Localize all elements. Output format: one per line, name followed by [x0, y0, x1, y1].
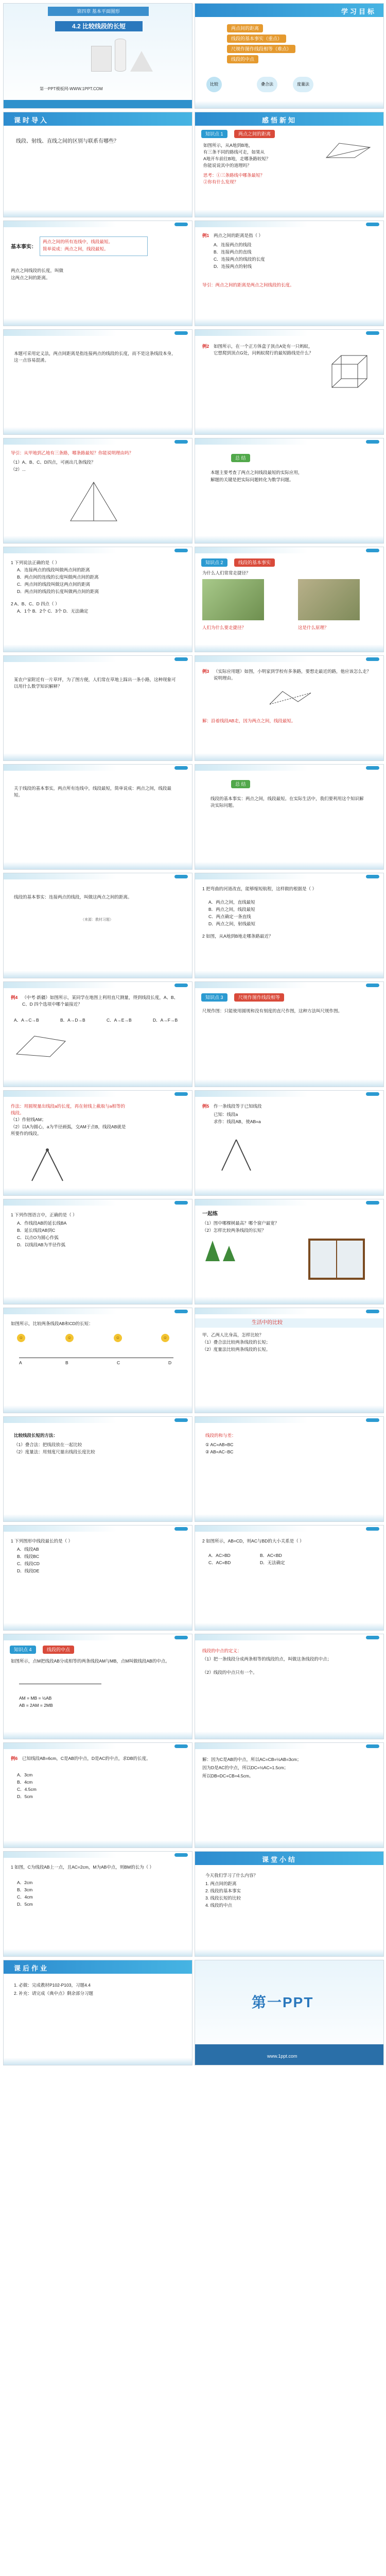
3d-shapes-illustration [86, 36, 168, 81]
guide-3: （2）... [11, 467, 26, 472]
together-title: 一起练 [202, 1211, 218, 1217]
practice-a: A．连接两点的线段叫做两点间的距离 [17, 567, 90, 572]
k3-text: 尺规作图：只能使用圆规和没有刻度的直尺作图，这种方法叫尺规作图。 [202, 1008, 343, 1013]
p2-a: A．两点之间，直线最短 [208, 900, 255, 905]
fact-text: 关于线段的基本事实，两点所有连线中，线段最短，简单说成：两点之间，线段最短。 [14, 786, 172, 798]
note-2-source: （来源：教材习题） [81, 918, 113, 922]
sol-3: 所以DB=DC+CB=4.5cm。 [202, 1773, 254, 1778]
smiley-3-icon: ☺ [114, 1334, 122, 1342]
p5-a: A．AC>BD [208, 1553, 231, 1558]
example-text: （中考·新疆）如图所示，某同学在地图上利用直尺测量，得到线段长度，A、B、C、D 四个选项中哪个最接近？ [22, 995, 179, 1007]
slide-knowledge-1[interactable] [195, 112, 384, 217]
summary-text: 线段的基本事实：两点之间，线段最短。在实际生活中，我们要利用这个知识解决实际问题。 [210, 796, 364, 808]
slide-guide[interactable] [3, 438, 192, 544]
hw-1: 1. 必做：完成教材P102-P103，习题4.4 [14, 1982, 91, 1988]
practice-d: D．两点间的线段的长度叫做两点间的距离 [17, 589, 99, 594]
slide-example-1[interactable] [195, 221, 384, 326]
option-c: C．连接两点的线段的长度 [214, 257, 265, 262]
chart-node-1: 比较 [206, 77, 222, 92]
slide-note[interactable] [3, 329, 192, 435]
chapter-title: 第四章 基本平面图形 [48, 7, 149, 16]
cs-2: 2. 线段的基本事实 [205, 1888, 241, 1893]
example-answer: 解：沿着线段AB走，因为两点之间，线段最短。 [202, 718, 296, 723]
slide-homework[interactable] [3, 1960, 192, 2065]
life-2: （1）叠合法比较两条线段的长短； [202, 1340, 271, 1345]
slide-practice-4[interactable] [3, 1525, 192, 1631]
mid-title: 线段的中点的定义： [202, 1648, 242, 1653]
summary-1: 本题主要考查了两点之间线段最短的实际应用， [210, 470, 303, 475]
end-logo: 第一PPT [252, 1994, 314, 2010]
slide-practice-5[interactable] [195, 1525, 384, 1631]
example-answer: 导引：两点之间的距离是两点之间线段的长度。 [202, 282, 294, 287]
ex5-title: 作一条线段等于已知线段 [214, 1104, 262, 1109]
option-b: B．连接两点的直线 [214, 249, 252, 255]
ex6-d: D．5cm [17, 1794, 33, 1799]
line-5: 思考：①三条路线中哪条最短？ [203, 173, 265, 178]
construct-3: （2）以A为圆心，a为半径画弧，交AM于点B，线段AB就是所要作的线段。 [11, 1124, 126, 1136]
practice-b: B．两点间的连线的长度叫做两点间的距离 [17, 574, 99, 580]
p4-d: D．线段DE [17, 1568, 40, 1573]
k2-tag-text: 线段的基本事实 [234, 558, 275, 567]
goals-title: 学习目标 [341, 8, 376, 15]
class-summary-title: 课堂小结 [262, 1856, 297, 1863]
slide-example-2[interactable] [195, 329, 384, 435]
label-b: B [65, 1360, 68, 1365]
chart-node-2: 叠合法 [257, 77, 277, 92]
slide-practice-3[interactable] [3, 1199, 192, 1304]
slide-construction[interactable] [3, 1090, 192, 1196]
sum-title: 线段的和与差： [205, 1433, 236, 1438]
example-text: 如图所示，在一个正方体盒子顶点A处有一只蚂蚁，它想爬到顶点G处，问蚂蚁爬行的最短路线是什么？ [214, 344, 313, 355]
slide-example-3[interactable] [195, 655, 384, 761]
p2-question-2: 2 如图，从A地到B地走哪条路最近？ [202, 934, 273, 939]
ex5-task: 求作：线段AB，使AB=a [214, 1119, 261, 1124]
slide-sum-diff[interactable] [195, 1416, 384, 1522]
example-question: 两点之间的距离是指（ ） [214, 233, 263, 238]
route-diagram [267, 689, 313, 709]
p4-b: B．线段BC [17, 1554, 39, 1559]
goal-1: 两点间的距离 [227, 24, 263, 32]
k2-caption-1: 人们为什么要走捷径？ [202, 625, 247, 630]
together-q2: （2）怎样比较两条线段的长短？ [202, 1228, 266, 1233]
line-2: 有三条不同的路线可走，如果从 [203, 149, 265, 155]
map-diagram [14, 1033, 71, 1059]
slide-explain[interactable] [3, 655, 192, 761]
example-text: （实际应用题）如图，小明家到学校有多条路，要想走最近的路，他应该怎么走？说明理由。 [214, 669, 372, 681]
slide-compare[interactable] [3, 1308, 192, 1413]
ex6-c: C．4.5cm [17, 1787, 37, 1792]
slide-cover[interactable] [3, 3, 192, 109]
slide-intro[interactable] [3, 112, 192, 217]
ex6-text: 已知线段AB=6cm，C是AB的中点，D是AC的中点，求DB的长度。 [22, 1756, 151, 1761]
intro-title: 课时导入 [14, 116, 49, 124]
slide-practice-together[interactable] [195, 1199, 384, 1304]
compare-text: 如图所示，比较两条线段AB和CD的长短： [11, 1321, 93, 1326]
end-sub: www.1ppt.com [267, 2054, 297, 2059]
option-a: A．连接两点的线段 [214, 242, 252, 247]
practice-c: C．两点间的线段叫做这两点间的距离 [17, 582, 91, 587]
line-4: 你能说说其中的道理吗？ [203, 163, 252, 168]
example-label: 例1 [202, 233, 209, 238]
p4-c: C．线段CD [17, 1561, 40, 1566]
construct-2: （1）作射线AM； [11, 1117, 46, 1122]
sol-2: 因为D是AC的中点，所以DC=½AC=1.5cm； [202, 1765, 289, 1770]
window-icon [308, 1239, 365, 1280]
guide-1: 导引：从甲地到乙地有三条路，哪条路最短？你能说明理由吗？ [11, 450, 134, 455]
intro-text: 线段、射线、直线之间的区别与联系有哪些？ [16, 139, 119, 144]
slide-class-summary[interactable] [195, 1851, 384, 1957]
slide-fact-2[interactable] [3, 764, 192, 870]
methods-2: （2）度量法：用刻度尺量出线段长度比较 [14, 1449, 95, 1454]
opt-c: C．A→E→B [107, 1018, 132, 1023]
p5-b: B．AC<BD [260, 1553, 282, 1558]
opt-a: A．A→C→B [14, 1018, 39, 1023]
slide-note-2[interactable] [3, 873, 192, 978]
methods-title: 比较线段长短的方法： [14, 1433, 58, 1438]
homework-title: 课后作业 [14, 1964, 49, 1972]
slide-example-4[interactable] [3, 981, 192, 1087]
k3-tag: 知识点 3 [201, 993, 227, 1002]
p5-d: D．无法确定 [260, 1560, 285, 1565]
p6-a: A．2cm [17, 1880, 33, 1885]
hw-2: 2. 补充：请完成《典中点》剩余部分习题 [14, 1991, 93, 1996]
slide-summary-1[interactable] [195, 438, 384, 544]
life-1: 甲、乙两人比身高，怎样比较？ [202, 1332, 264, 1337]
opt-b: B．A→D→B [60, 1018, 85, 1023]
example-label: 例2 [202, 344, 209, 349]
p6-b: B．3cm [17, 1887, 33, 1892]
note-2-text: 线段的基本事实：连接两点的线段，叫做这两点之间的距离。 [14, 894, 132, 900]
label-a: A [19, 1360, 22, 1365]
line-1: 如图所示，从A地到B地， [203, 143, 253, 148]
slide-solution[interactable] [195, 1742, 384, 1848]
summary-tag: 总 结 [231, 780, 250, 788]
knowledge-tag-text: 两点之间的距离 [234, 130, 275, 138]
p2-d: D．两点之间，射线最短 [208, 921, 256, 926]
chart-node-3: 度量法 [293, 77, 313, 92]
cs-4: 4. 线段的中点 [205, 1903, 232, 1908]
p3-d: D．以线段AB为半径作弧 [17, 1242, 65, 1247]
slide-practice-1[interactable] [3, 547, 192, 652]
slide-knowledge-4[interactable] [3, 1634, 192, 1739]
knowledge-tag: 知识点 1 [201, 130, 227, 138]
goal-2: 线段的基本事实（重点） [227, 35, 286, 43]
p3-b: B．延长线段AB到C [17, 1228, 56, 1233]
k4-text: 如图所示，点M把线段AB分成相等的两条线段AM与MB，点M叫做线段AB的中点。 [11, 1658, 170, 1664]
example-label: 例5 [202, 1104, 209, 1109]
slide-midpoint-def[interactable] [195, 1634, 384, 1739]
grass-photo-1 [202, 579, 264, 620]
explain-text: 某农户家附近有一片草坪，为了图方便，人们常在草地上踩出一条小路，这种现象可以用什么数学知识解释？ [14, 677, 176, 689]
sum-1: ① AC=AB+BC [205, 1442, 234, 1447]
slide-practice-2[interactable] [195, 873, 384, 978]
slide-methods[interactable] [3, 1416, 192, 1522]
cube-diagram [327, 351, 373, 393]
slide-goals[interactable] [195, 3, 384, 109]
life-title: 生活中的比较 [252, 1320, 283, 1326]
k2-caption-2: 这是什么原理？ [298, 625, 329, 630]
p6-d: D．5cm [17, 1902, 33, 1907]
grass-photo-2 [298, 579, 360, 620]
ex5-given: 已知：线段a [214, 1112, 238, 1117]
slide-life-compare[interactable] [195, 1308, 384, 1413]
tree-1-icon [205, 1241, 220, 1261]
slide-summary-2[interactable] [195, 764, 384, 870]
p3-q: 1 下列作图语言中，正确的是（ ） [11, 1212, 77, 1217]
slide-knowledge-3[interactable] [195, 981, 384, 1087]
fact-1: 两点之间的所有连线中，线段最短。 [43, 239, 113, 244]
k4-tag-text: 线段的中点 [43, 1646, 74, 1654]
life-3: （2）度量法比较两条线段的长短。 [202, 1347, 271, 1352]
p5-c: C．AC=BD [208, 1560, 231, 1565]
practice-q: 1 下列说法正确的是（ ） [11, 560, 60, 565]
smiley-2-icon: ☺ [65, 1334, 74, 1342]
fact-2: 简单说成：两点之间，线段最短。 [43, 246, 109, 251]
opt-d: D．A→F→B [153, 1018, 178, 1023]
fact-label: 基本事实： [11, 244, 37, 250]
k2-tag: 知识点 2 [201, 558, 227, 567]
practice-q2: 2 A、B、C、D 四点（ ） [11, 601, 60, 606]
option-d: D．连接两点的射线 [214, 264, 252, 269]
lesson-title: 4.2 比较线段的长短 [55, 21, 143, 31]
p3-c: C．以点O为圆心作弧 [17, 1235, 59, 1240]
distance-2: 这两点之间的距离。 [11, 275, 50, 280]
cs-q: 今天我们学习了什么内容？ [205, 1873, 258, 1878]
ex6-b: B．4cm [17, 1780, 33, 1785]
example-label: 例4 [11, 995, 18, 1000]
compass-drawing [24, 1147, 71, 1183]
smiley-4-icon: ☺ [161, 1334, 169, 1342]
goal-4: 线段的中点 [227, 55, 258, 63]
k4-formula-2: AB = 2AM = 2MB [19, 1703, 53, 1708]
goal-3: 尺规作图作线段相等（难点） [227, 45, 295, 53]
mid-2: （2）线段的中点只有一个。 [202, 1670, 257, 1675]
slide-example-6[interactable] [3, 1742, 192, 1848]
together-q1: （1）图中哪棵树最高？哪个窗户最宽？ [202, 1221, 279, 1226]
slide-fact[interactable] [3, 221, 192, 326]
line-3: A地开车前往B地，走哪条路较短？ [203, 156, 271, 161]
p2-question: 1 把弯曲的河道改直，能够缩短航程，这样做的根据是（ ） [202, 886, 317, 891]
construct-1: 作法：用圆规量出线段a的长度，再在射线上截取与a相等的线段。 [11, 1104, 125, 1115]
p2-c: C．两点确定一条直线 [208, 914, 251, 919]
note-text: 本题可采用定义法，两点间距离是指连接两点的线段的长度，而不是这条线段本身，这一点容易混淆。 [14, 351, 176, 363]
practice-q2-options: A．1个 B．2个 C．3个 D．无法确定 [17, 608, 89, 614]
mid-1: （1）把一条线段分成两条相等的线段的点，叫做这条线段的中点； [202, 1656, 332, 1662]
slide-end[interactable] [195, 1960, 384, 2065]
brand-text: 第一PPT模板网-WWW.1PPT.COM [40, 87, 103, 91]
p5-q: 2 如图所示，AB=CD，则AC与BD的大小关系是（ ） [202, 1538, 304, 1544]
routes-diagram [324, 137, 375, 163]
summary-2: 解题的关键是把实际问题转化为数学问题。 [210, 477, 294, 482]
label-d: D [168, 1360, 172, 1365]
p4-a: A．线段AB [17, 1547, 39, 1552]
k4-formula-1: AM = MB = ½AB [19, 1696, 52, 1701]
p6-c: C．4cm [17, 1894, 33, 1900]
compass-drawing [216, 1137, 257, 1173]
slide-example-5[interactable] [195, 1090, 384, 1196]
smiley-1-icon: ☺ [17, 1334, 25, 1342]
k4-tag: 知识点 4 [10, 1646, 36, 1654]
sum-2: ② AB=AC−BC [205, 1449, 234, 1454]
ex6-a: A．3cm [17, 1772, 33, 1777]
example-label: 例3 [202, 669, 209, 674]
label-c: C [117, 1360, 120, 1365]
cs-1: 1. 两点间的距离 [205, 1881, 237, 1886]
line-6: ②你有什么发现？ [203, 179, 239, 184]
guide-2: （1）A、B、C、D四点，可画出几条线段？ [11, 460, 96, 465]
slide-knowledge-2[interactable] [195, 547, 384, 652]
cs-3: 3. 线段长短的比较 [205, 1895, 241, 1901]
k2-question: 为什么人们常常走捷径？ [202, 570, 251, 575]
summary-tag: 总 结 [231, 454, 250, 462]
distance-1: 两点之间线段的长度，叫做 [11, 268, 64, 273]
knowledge-title: 感悟新知 [262, 116, 297, 124]
sol-1: 解：因为C是AB的中点，所以AC=CB=½AB=3cm； [202, 1757, 302, 1762]
example-label: 例6 [11, 1756, 18, 1761]
p2-b: B．两点之间，线段最短 [208, 907, 255, 912]
p4-q: 1 下列图形中线段最长的是（ ） [11, 1538, 73, 1544]
p3-a: A．作线段AB的延长线BA [17, 1221, 67, 1226]
guide-diagram [65, 480, 122, 526]
slide-practice-6[interactable] [3, 1851, 192, 1957]
tree-2-icon [223, 1246, 235, 1261]
k3-tag-text: 尺规作图作线段相等 [234, 993, 284, 1002]
p6-q: 1 如图，C为线段AB上一点，且AC=2cm，M为AB中点，则BM的长为（ ） [11, 1865, 154, 1870]
methods-1: （1）叠合法：把线段放在一起比较 [14, 1442, 82, 1447]
